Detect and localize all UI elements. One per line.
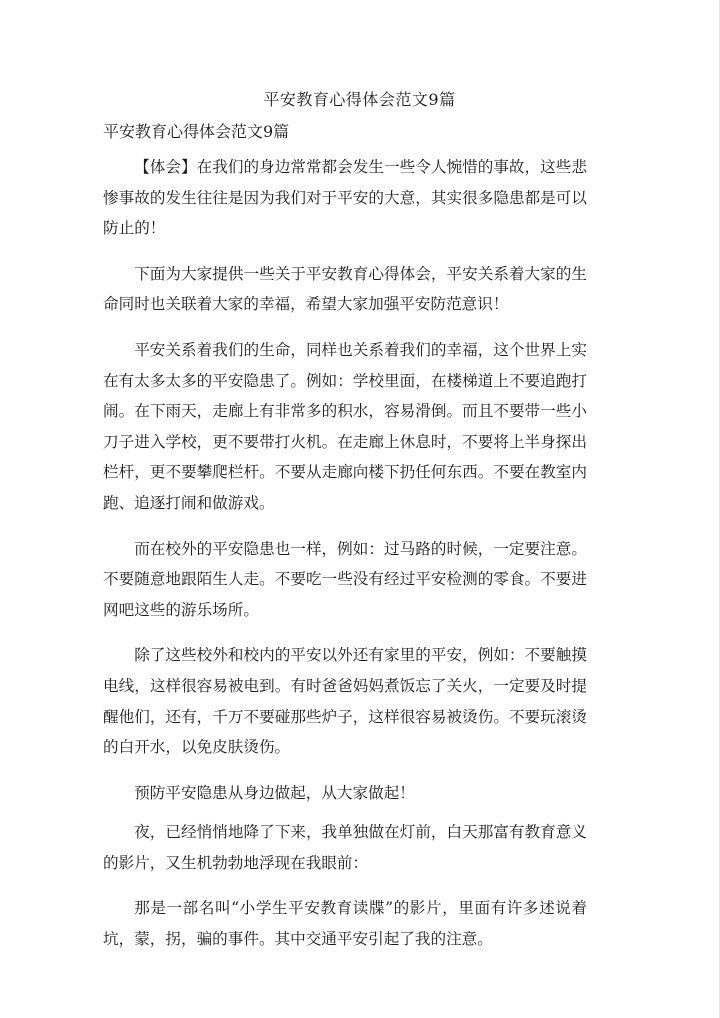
paragraph-prevention: 预防平安隐患从身边做起，从大家做起！	[134, 783, 415, 802]
paragraph-home-safety: 除了这些校外和校内的平安以外还有家里的平安，例如：不要触摸电线，这样很容易被电到。有时爸爸妈妈煮饭忘了关火，一定要及时提醒他们，还有，千万不要碰那些炉子，这样很容易被烫伤。不要玩滚烫的白开水，以免皮肤烫伤。	[103, 646, 587, 757]
document-body	[103, 152, 587, 970]
paragraph-school-safety: 平安关系着我们的生命，同样也关系着我们的幸福，这个世界上实在有太多太多的平安隐患了。例如：学校里面，在楼梯道上不要追跑打闹。在下雨天，走廊上有非常多的积水，容易滑倒。而且不要带一些小刀子进入学校，更不要带打火机。在走廊上休息时，不要将上半身探出栏杆，更不要攀爬栏杆。不要从走廊向楼下扔任何东西。不要在教室内跑、追逐打闹和做游戏。	[103, 340, 587, 512]
paragraph-overview: 下面为大家提供一些关于平安教育心得体会，平安关系着大家的生命同时也关联着大家的幸福，希望大家加强平安防范意识！	[103, 264, 587, 314]
paragraph-intro: 【体会】在我们的身边常常都会发生一些令人惋惜的事故，这些悲惨事故的发生往往是因为我们对于平安的大意，其实很多隐患都是可以防止的！	[103, 158, 587, 238]
paragraph-night: 夜，已经悄悄地降了下来，我单独做在灯前，白天那富有教育意义的影片，又生机勃勃地浮现在我眼前：	[103, 823, 587, 872]
paragraph-outside-safety: 而在校外的平安隐患也一样，例如：过马路的时候，一定要注意。不要随意地跟陌生人走。不要吃一些没有经过平安检测的零食。不要进网吧这些的游乐场所。	[103, 539, 587, 619]
document-title: 平安教育心得体会范文9篇	[263, 90, 456, 109]
document-subtitle: 平安教育心得体会范文9篇	[103, 122, 290, 141]
paragraph-film: 那是一部名叫“小学生平安教育读牒”的影片，里面有许多述说着坑，蒙，拐，骗的事件。其中交通平安引起了我的注意。	[103, 899, 587, 949]
